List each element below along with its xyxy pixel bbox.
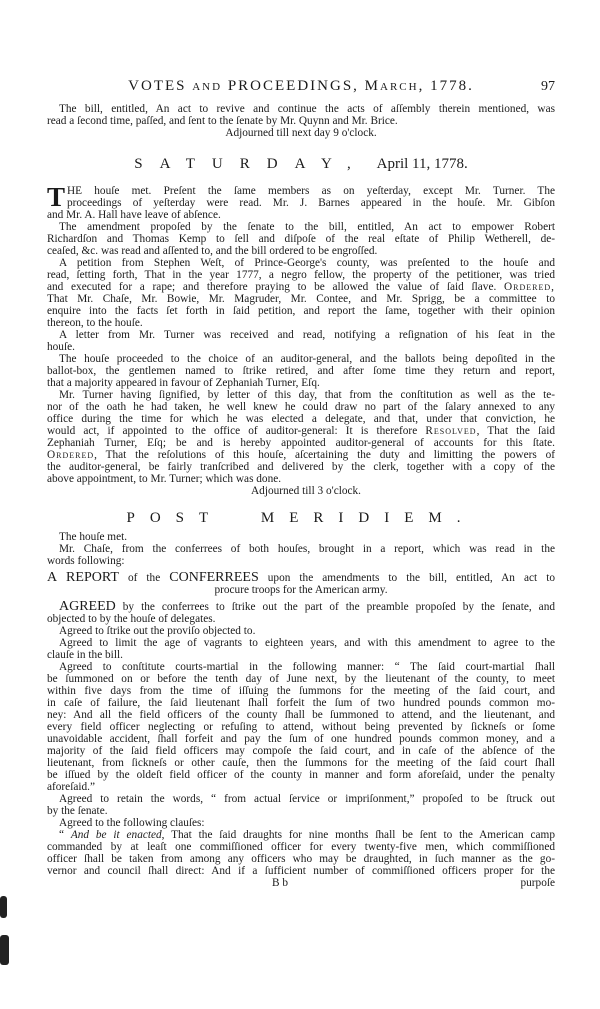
text-line: be iſſued by the oldeſt field officer of the county in manner and form aforeſaid, under the penalty (47, 769, 555, 781)
report-title (47, 572, 555, 584)
day-heading: SATURDAY, (134, 156, 368, 172)
paragraph (47, 793, 555, 817)
paragraph (47, 329, 555, 353)
binding-mark (0, 935, 9, 965)
text-line: The houſe met. (59, 531, 128, 543)
text-line: the auditor-general, be fairly tranſcribed and delivered by the clerk, together with a copy of the (47, 461, 555, 473)
text-segment: CONFERREES (169, 570, 259, 585)
text-line: Agreed to retain the words, “ from actual ſervice or impriſonment,” propoſed to be ſtruck out (59, 793, 555, 805)
italic-text: And be it enacted (70, 829, 162, 841)
text-line: The bill, entitled, An act to revive and continue the acts of aſſembly therein mentioned, was (59, 103, 555, 115)
text-line: be ſummoned on or before the tenth day of June next, by the lieutenant of the county, to meet (47, 673, 555, 685)
paragraph (47, 353, 555, 389)
text-line: officer ſhall be taken from among any officers who may be draughted, in ſuch manner as the go- (47, 853, 555, 865)
report-paragraphs (47, 601, 555, 877)
post-heading: POST (126, 510, 224, 526)
text-line: in caſe of failure, the ſaid lieutenant ſhall forfeit the ſum of two hundred pounds common mo- (47, 697, 555, 709)
post-meridiem-paragraphs (47, 531, 555, 567)
running-title: VOTES and PROCEEDINGS, March, 1778. (128, 78, 474, 94)
text-line: by the ſenate. (47, 805, 108, 817)
text-line: Agreed to ſtrike out the proviſo objected to. (59, 625, 256, 637)
text-segment: of the (118, 572, 170, 584)
text-line (47, 601, 555, 613)
date-heading: April 11, 1778. (376, 156, 468, 172)
binding-mark (0, 896, 7, 918)
text-line: A letter from Mr. Turner was received and read, notifying a reſignation of his ſeat in the (59, 329, 555, 341)
text-line: unavoidable accident, ſhall forfeit and pay the ſum of one hundred pounds common money, and a (47, 733, 555, 745)
text-line: and Mr. A. Hall have leave of abſence. (47, 209, 221, 221)
text-line: enquire into the facts ſet forth in ſaid petition, and report the ſame, together with their opinion (47, 305, 555, 317)
text-line: aforeſaid.” (47, 781, 95, 793)
page-number: 97 (541, 79, 555, 94)
paragraph (47, 637, 555, 661)
text-line: clauſe in the bill. (47, 649, 123, 661)
text-segment: AGREED (59, 599, 116, 614)
paragraph (47, 543, 555, 567)
text-line: read, ſetting forth, That in the year 1777, a negro fellow, the property of the petitioner, was tried (47, 269, 555, 281)
text-line: The houſe proceeded to the choice of an auditor-general, and the ballots being depoſited in the (59, 353, 555, 365)
text-line: Zephaniah Turner, Eſq; be and is hereby appointed auditor-general of accounts for this ſtate. (47, 437, 555, 449)
signature-mark: B b (272, 877, 289, 889)
paragraph (47, 389, 555, 485)
meridiem-heading: MERIDIEM. (260, 510, 476, 526)
text-line: HE houſe met. Preſent the ſame members as on yeſterday, except Mr. Turner. The (67, 185, 555, 197)
text-segment: upon the amendments to the bill, entitled, An act to (258, 572, 555, 584)
text-line: Agreed to limit the age of vagrants to eighteen years, and with this amendment to agree to the (59, 637, 555, 649)
text-segment: , That the reſolutions of this houſe, aſcertaining the duty and limitting the powers of (94, 449, 555, 461)
text-segment: by the conferrees to ſtrike out the part of the preamble propoſed by the ſenate, and (115, 601, 555, 613)
text-segment: , That the ſaid draughts for nine months ſhall be ſent to the American camp (161, 829, 555, 841)
text-segment: “ (59, 829, 71, 841)
paragraph (47, 829, 555, 877)
text-line: Agreed to conſtitute courts-martial in the following manner: “ The ſaid court-martial ſhall (59, 661, 555, 673)
text-line: within five days from the time of iſſuing the ſummons for the meeting of the ſaid court, and (47, 685, 555, 697)
paragraph (47, 817, 555, 829)
paragraph (47, 257, 555, 329)
text-line: that a majority appeared in favour of Zephaniah Turner, Eſq. (47, 377, 320, 389)
paragraph (47, 661, 555, 793)
text-line (47, 425, 555, 437)
text-line: proceedings of yeſterday were read. Mr. J. Barnes appeared in the houſe. Mr. Gibſon (67, 197, 555, 209)
text-line: A petition from Stephen Weſt, of Prince-George's county, was preſented to the houſe and (59, 257, 555, 269)
text-line: thereon, to the houſe. (47, 317, 143, 329)
text-line: Mr. Chaſe, from the conferrees of both houſes, brought in a report, which was read in the (59, 543, 555, 555)
adjournment-note: Adjourned till 3 o'clock. (251, 485, 361, 497)
text-line (47, 449, 555, 461)
text-line: lieutenant, from ſickneſs or other cauſe, then the ſummons for the meeting of the ſaid court ſhall (47, 757, 555, 769)
text-line: Agreed to the following clauſes: (59, 817, 205, 829)
text-segment: would act, if appointed to the office of auditor-general: It is therefore (47, 425, 426, 437)
text-line: ney: And all the field officers of the county ſhall be ſummoned to attend, and the lieutenant, and (47, 709, 555, 721)
text-line: office during the time for which he was elected a delegate, and that, under that conviction, he (47, 413, 555, 425)
text-line: objected to by the houſe of delegates. (47, 613, 216, 625)
section-heading-post-meridiem (47, 509, 555, 527)
text-line: houſe. (47, 341, 75, 353)
paragraph (47, 625, 555, 637)
report-title-continued: procure troops for the American army. (214, 584, 388, 596)
section-heading-saturday (47, 155, 555, 173)
small-caps-text: Ordered, (504, 281, 555, 293)
text-line: above appointment, to Mr. Turner; which was done. (47, 473, 282, 485)
text-line: every field officer neglecting or refuſing to attend, without being prevented by ſickneſs or ſome (47, 721, 555, 733)
text-line (47, 829, 555, 841)
text-line: words following: (47, 555, 125, 567)
opening-paragraph (47, 182, 555, 221)
text-line: majority of the ſaid field officers may compoſe the ſaid court, and in caſe of the abſence of the (47, 745, 555, 757)
saturday-paragraphs (47, 221, 555, 485)
text-line: The amendment propoſed by the ſenate to the bill, entitled, An act to empower Robert (59, 221, 555, 233)
text-line: Mr. Turner having ſignified, by letter of this day, that from the conſtitution as well as the te- (59, 389, 555, 401)
page-footer (47, 877, 555, 889)
text-line: read a ſecond time, paſſed, and ſent to the ſenate by Mr. Quynn and Mr. Brice. (47, 115, 398, 127)
running-header (47, 78, 555, 94)
drop-cap: T (47, 182, 66, 212)
small-caps-text: Resolved (425, 425, 477, 437)
text-segment: A REPORT (47, 570, 119, 585)
paragraph (47, 221, 555, 257)
small-caps-text: Ordered (47, 449, 95, 461)
text-segment: and executed for a rape; and therefore praying to be allowed the value of ſaid ſlave. (47, 281, 505, 293)
text-line: ballot-box, the gentlemen named to ſtrike retired, and after ſome time they return and report, (47, 365, 555, 377)
paragraph (47, 531, 555, 543)
text-line: That Mr. Chaſe, Mr. Bowie, Mr. Magruder, Mr. Contee, and Mr. Sprigg, be a committee to (47, 293, 555, 305)
catchword: purpoſe (520, 877, 555, 889)
text-line: nor of the oath he had taken, he well knew he could draw no part of the ſalary annexed to any (47, 401, 555, 413)
paragraph (47, 601, 555, 625)
paragraph (47, 103, 555, 127)
text-line: Richardſon and Thomas Kemp to ſell and diſpoſe of the real eſtate of Philip Wetherell, de- (47, 233, 555, 245)
paragraph (47, 182, 555, 221)
intro-paragraph (47, 103, 555, 127)
document-page (47, 78, 555, 889)
text-line (47, 281, 555, 293)
text-segment: , That the ſaid (476, 425, 555, 437)
text-line (47, 572, 555, 584)
text-line: vernor and council ſhall direct: And if a ſufficient number of commiſſioned officers proper for the (47, 865, 555, 877)
adjournment-note: Adjourned till next day 9 o'clock. (225, 127, 377, 139)
text-line: ceaſed, &c. was read and aſſented to, and the bill ordered to be engroſſed. (47, 245, 378, 257)
text-line: commanded by at leaſt one commiſſioned officer for every twenty-five men, which commiſſioned (47, 841, 555, 853)
